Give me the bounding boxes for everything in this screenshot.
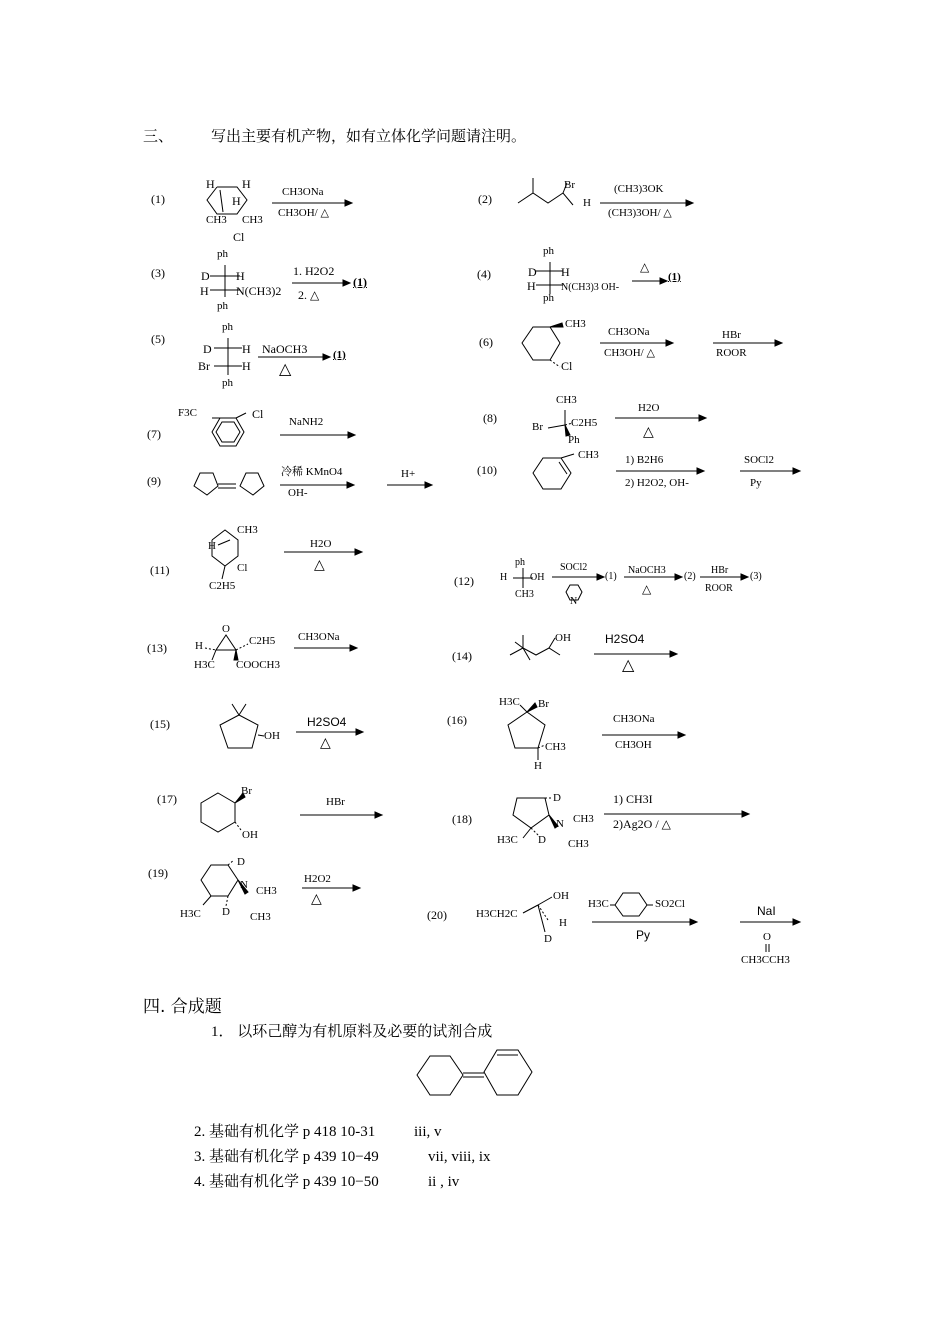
- r3-reagent-above: 1. H2O2: [293, 264, 335, 278]
- reaction-20-label: (20): [427, 908, 447, 922]
- r6-me: CH3: [565, 318, 586, 330]
- r14-reagent-above: H2SO4: [605, 632, 645, 646]
- r13-h: H: [195, 640, 203, 652]
- r12-n: N: [570, 596, 578, 607]
- mol-5: [214, 338, 242, 375]
- mol-7-ring: [212, 413, 246, 446]
- r12-oh: OH: [530, 572, 545, 583]
- r8-reagent-above: H2O: [638, 402, 660, 414]
- reaction-15-label: (15): [150, 717, 170, 731]
- mol-9: [194, 473, 264, 495]
- section-3-number: 三、: [143, 129, 174, 145]
- section-3-title: 写出主要有机产物，如有立体化学问题请注明。: [211, 129, 527, 145]
- r8-reagent-below: △: [643, 425, 654, 440]
- r18-me3: H3C: [497, 834, 518, 846]
- r17-br: Br: [241, 785, 252, 797]
- r3-reagent-below: 2. △: [298, 288, 320, 302]
- r16-br: Br: [538, 698, 549, 710]
- synthesis-item-4-roman: ii , iv: [428, 1174, 460, 1190]
- r6-reagent-above-2: HBr: [722, 329, 741, 341]
- r5-ph2: ph: [222, 377, 233, 389]
- r1-me1: CH3: [206, 214, 227, 226]
- r12-reagent-above-3: HBr: [711, 565, 729, 576]
- r18-me1: CH3: [573, 813, 594, 825]
- r1-h1: H: [206, 177, 215, 191]
- r18-me2: CH3: [568, 838, 589, 850]
- r16-reagent-above: CH3ONa: [613, 713, 655, 725]
- reaction-18-label: (18): [452, 812, 472, 826]
- mol-13: [205, 635, 248, 660]
- reaction-19-label: (19): [148, 866, 168, 880]
- r4-reagent-above: △: [640, 260, 650, 274]
- r7-reagent-above: NaNH2: [289, 416, 324, 428]
- r15-reagent-below: △: [320, 736, 331, 751]
- r20-ts-methyl: H3C: [588, 898, 609, 910]
- r17-oh: OH: [242, 829, 258, 841]
- reaction-14-label: (14): [452, 649, 472, 663]
- mol-1-ring: [207, 187, 247, 214]
- r3-n: N(CH3)2: [236, 284, 282, 298]
- r16-reagent-below: CH3OH: [615, 739, 652, 751]
- r9-reagent-below: OH-: [288, 487, 308, 499]
- r6-reagent-below-2: ROOR: [716, 347, 747, 359]
- r19-me1: CH3: [256, 885, 277, 897]
- r19-reagent-below: △: [311, 892, 322, 907]
- r8-et: C2H5: [571, 417, 598, 429]
- mol-14: [510, 635, 560, 660]
- r18-n: N: [556, 818, 564, 830]
- r3-ph1: ph: [217, 248, 228, 260]
- reaction-8-label: (8): [483, 411, 497, 425]
- r6-reagent-below: CH3OH/ △: [604, 347, 655, 359]
- r20-reagent-below: Py: [636, 928, 651, 942]
- r20-d: D: [544, 933, 552, 945]
- reaction-5-label: (5): [151, 332, 165, 346]
- r11-reagent-below: △: [314, 558, 325, 573]
- r10-reagent-below-2: Py: [750, 477, 762, 489]
- r13-est: COOCH3: [236, 659, 281, 671]
- r11-h: H: [208, 540, 216, 552]
- r18-reagent-above: 1) CH3I: [613, 792, 653, 806]
- r11-reagent-above: H2O: [310, 538, 332, 550]
- r2-br: Br: [564, 179, 575, 191]
- reaction-13-label: (13): [147, 641, 167, 655]
- r13-reagent-above: CH3ONa: [298, 631, 340, 643]
- r1-me2: CH3: [242, 214, 263, 226]
- r18-d1: D: [553, 792, 561, 804]
- synthesis-item-2: 2. 基础有机化学 p 418 10-31: [194, 1124, 376, 1140]
- r3-ph2: ph: [217, 300, 228, 312]
- synthesis-item-3-roman: vii, viii, ix: [428, 1149, 491, 1165]
- r1-reagent-below: CH3OH/ △: [278, 207, 329, 219]
- reaction-1-label: (1): [151, 192, 165, 206]
- r20-oh: OH: [553, 890, 569, 902]
- mol-18: [513, 798, 558, 838]
- r2-h: H: [583, 197, 591, 209]
- r4-product-blank: (1): [668, 271, 681, 283]
- r12-reagent-above-2: NaOCH3: [628, 565, 666, 576]
- reaction-4-label: (4): [477, 267, 491, 281]
- r20-acetone-o: O: [763, 931, 771, 943]
- reaction-3-label: (3): [151, 266, 165, 280]
- reaction-12-label: (12): [454, 574, 474, 588]
- r4-n: N(CH3)3 OH-: [561, 282, 620, 293]
- r13-o: O: [222, 623, 230, 635]
- r1-h3: H: [232, 194, 241, 208]
- r19-me3: H3C: [180, 908, 201, 920]
- r1-reagent-above: CH3ONa: [282, 186, 324, 198]
- r5-product-blank: (1): [333, 349, 346, 361]
- r20-reagent-above-2: NaI: [757, 904, 776, 918]
- section-4-title: 四. 合成题: [143, 997, 222, 1017]
- r4-ph2: ph: [543, 292, 554, 304]
- r9-reagent-above-2: H+: [401, 468, 416, 480]
- mol-10-ring: [533, 454, 574, 489]
- r6-cl: Cl: [561, 359, 573, 373]
- r15-reagent-above: H2SO4: [307, 715, 347, 729]
- r18-reagent-below: 2)Ag2O / △: [613, 817, 671, 831]
- r10-reagent-above-2: SOCl2: [744, 454, 774, 466]
- r12-product-1: (1): [605, 571, 617, 582]
- r20-et: H3CH2C: [476, 908, 518, 920]
- r8-me: CH3: [556, 394, 577, 406]
- r3-h2: H: [200, 284, 209, 298]
- r12-product-3: (3): [750, 571, 762, 582]
- r12-h: H: [500, 572, 508, 583]
- reaction-11-label: (11): [150, 563, 170, 577]
- r5-d: D: [203, 342, 212, 356]
- synthesis-item-4: 4. 基础有机化学 p 439 10−50: [194, 1174, 379, 1190]
- r5-reagent-above: NaOCH3: [262, 342, 308, 356]
- r7-cf3: F3C: [178, 407, 197, 419]
- mol-17: [201, 793, 245, 832]
- r20-ts-sulfonyl: SO2Cl: [655, 898, 685, 910]
- r8-br: Br: [532, 421, 543, 433]
- target-molecule: [417, 1050, 532, 1095]
- r4-h2: H: [527, 279, 536, 293]
- r3-d: D: [201, 269, 210, 283]
- reaction-2-label: (2): [478, 192, 492, 206]
- mol-4: [536, 262, 563, 294]
- r4-h1: H: [561, 265, 570, 279]
- mol-11-ring: [212, 530, 238, 579]
- r20-acetone: CH3CCH3: [741, 954, 790, 966]
- r2-reagent-above: (CH3)3OK: [614, 183, 664, 195]
- reaction-7-label: (7): [147, 427, 161, 441]
- reaction-17-label: (17): [157, 792, 177, 806]
- reaction-10-label: (10): [477, 463, 497, 477]
- reaction-6-label: (6): [479, 335, 493, 349]
- r16-h: H: [534, 760, 542, 772]
- synthesis-item-2-roman: iii, v: [414, 1124, 442, 1140]
- r8-ph: Ph: [568, 434, 580, 446]
- r20-h: H: [559, 917, 567, 929]
- r5-reagent-below: △: [279, 361, 292, 378]
- r5-ph1: ph: [222, 321, 233, 333]
- r5-h2: H: [242, 359, 251, 373]
- r1-cl: Cl: [233, 230, 245, 244]
- r12-reagent-below-3: ROOR: [705, 583, 733, 594]
- r19-reagent-above: H2O2: [304, 873, 331, 885]
- r16-me1: H3C: [499, 696, 520, 708]
- r2-reagent-below: (CH3)3OH/ △: [608, 207, 672, 219]
- reaction-16-label: (16): [447, 713, 467, 727]
- r12-reagent-above: SOCl2: [560, 562, 588, 573]
- r10-reagent-below: 2) H2O2, OH-: [625, 477, 689, 489]
- r1-h2: H: [242, 177, 251, 191]
- r18-d2: D: [538, 834, 546, 846]
- r4-ph1: ph: [543, 245, 554, 257]
- r16-me2: CH3: [545, 741, 566, 753]
- mol-16: [508, 703, 545, 760]
- r3-h1: H: [236, 269, 245, 283]
- r19-me2: CH3: [250, 911, 271, 923]
- r6-reagent-above: CH3ONa: [608, 326, 650, 338]
- r14-reagent-below: △: [622, 657, 635, 674]
- synthesis-item-1: 1． 以环己醇为有机原料及必要的试剂合成: [211, 1024, 493, 1040]
- synthesis-item-3: 3. 基础有机化学 p 439 10−49: [194, 1149, 379, 1165]
- r3-product-blank: (1): [353, 275, 367, 289]
- r7-cl: Cl: [252, 407, 264, 421]
- r13-me: H3C: [194, 659, 215, 671]
- r5-br: Br: [198, 359, 210, 373]
- r15-oh: OH: [264, 730, 280, 742]
- r19-n: N: [240, 879, 248, 891]
- r5-h1: H: [242, 342, 251, 356]
- r10-me: CH3: [578, 449, 599, 461]
- mol-6-ring: [522, 323, 563, 367]
- r19-d1: D: [237, 856, 245, 868]
- r17-reagent-above: HBr: [326, 796, 345, 808]
- r12-ph: ph: [515, 557, 525, 568]
- mol-8: [548, 410, 573, 436]
- r13-et: C2H5: [249, 635, 276, 647]
- r11-cl: Cl: [237, 562, 248, 574]
- r12-me: CH3: [515, 589, 534, 600]
- r12-product-2: (2): [684, 571, 696, 582]
- r11-me: CH3: [237, 524, 258, 536]
- mol-15: [220, 704, 264, 748]
- r10-reagent-above: 1) B2H6: [625, 454, 664, 466]
- reaction-9-label: (9): [147, 474, 161, 488]
- r19-d2: D: [222, 906, 230, 918]
- r11-et: C2H5: [209, 580, 236, 592]
- r12-reagent-below-2: △: [642, 582, 652, 596]
- r9-reagent-above: 冷稀 KMnO4: [281, 466, 343, 478]
- r14-oh: OH: [555, 632, 571, 644]
- r4-d: D: [528, 265, 537, 279]
